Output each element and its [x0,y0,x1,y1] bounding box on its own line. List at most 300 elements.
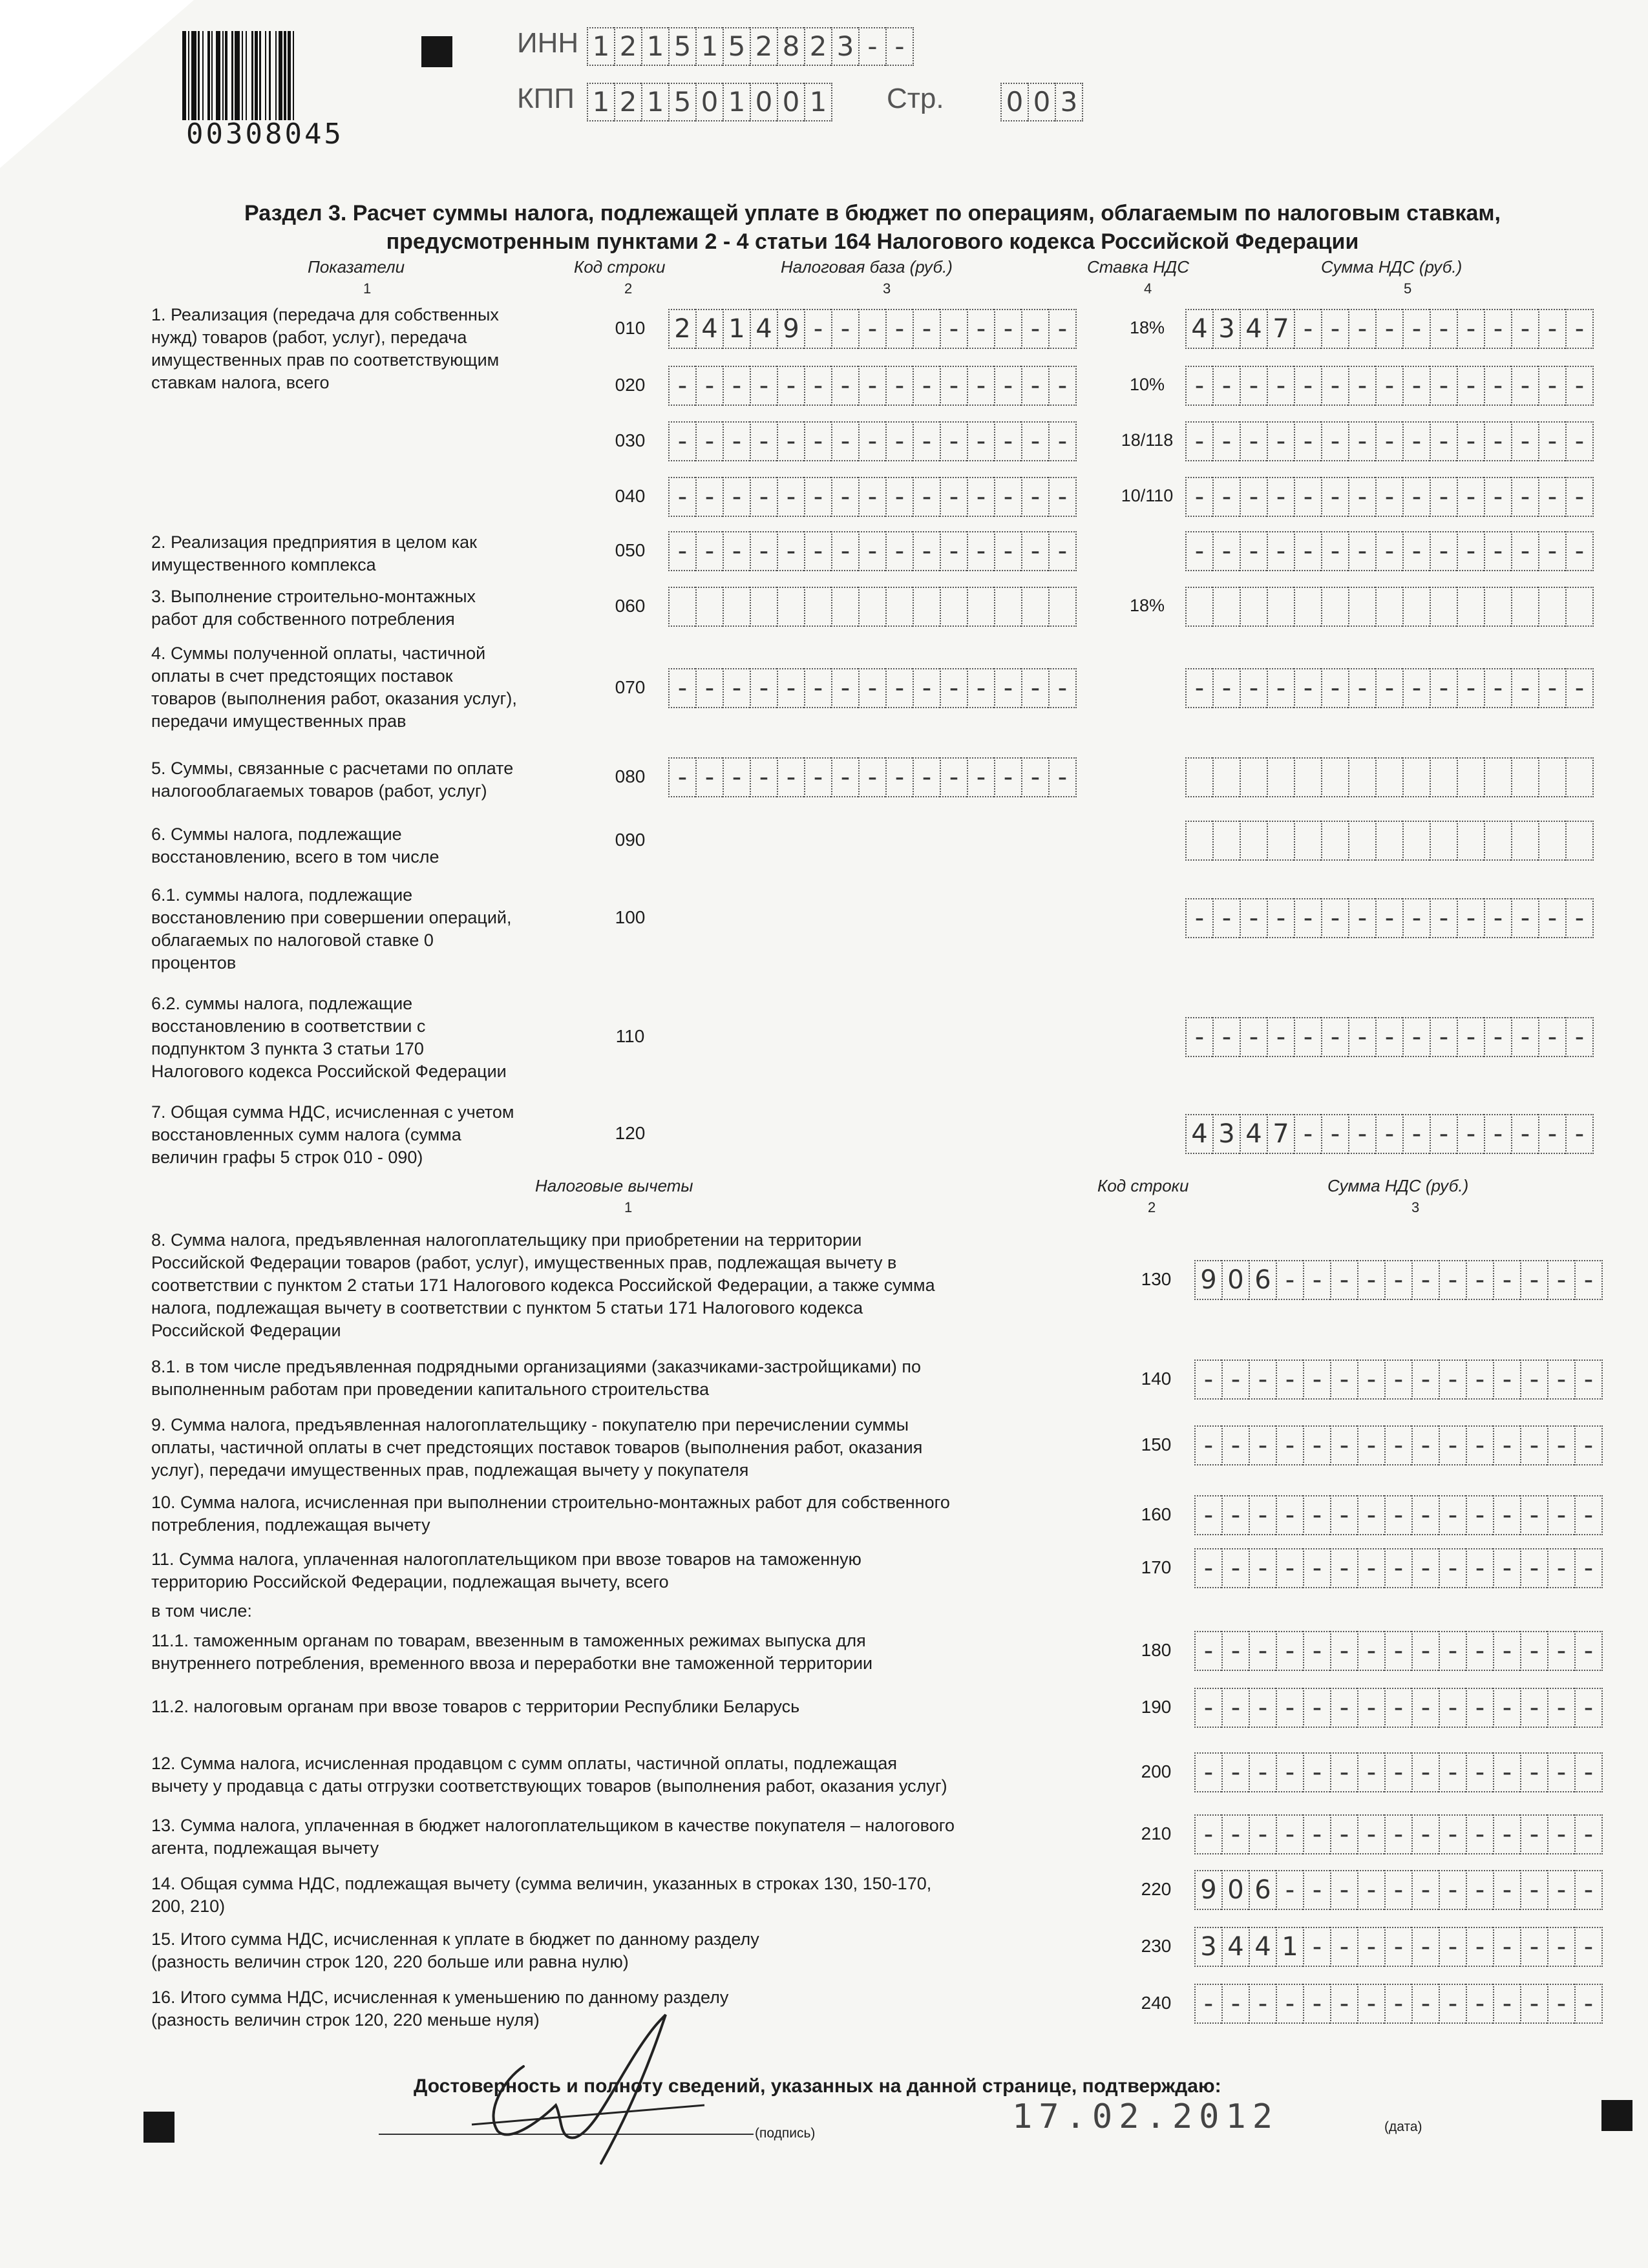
line-code: 050 [615,540,646,560]
deduction-amount-field-cell: - [1357,1260,1384,1300]
vat-amount-field [1185,757,1594,797]
tax-base-field [668,587,1077,627]
label-line-220: 14. Общая сумма НДС, подлежащая вычету (сумма величин, указанных в строках 130, 150-170, 200, 210) [151,1874,932,1916]
vat-amount-field-cell: - [1321,898,1348,938]
deduction-amount-field-cell: - [1303,1814,1330,1854]
label-line-140: 8.1. в том числе предъявленная подрядными организациями (заказчиками-застройщиками) по выполненным работам при проведении капитального строительства [151,1357,922,1399]
deduction-amount-field-cell: - [1276,1495,1303,1535]
label-line-110: 6.2. суммы налога, подлежащие восстановлению в соответствии с подпунктом 3 пункта 3 статьи 170 Налогового кодекса Российской Федерации [151,994,507,1081]
tax-base-field-cell: - [967,531,994,571]
tax-base-field-cell: - [858,757,885,797]
vat-amount-field-cell: - [1267,366,1294,406]
vat-amount-field-cell: 7 [1267,1114,1294,1154]
vat-amount-field-cell [1267,821,1294,861]
vat-amount-field-cell: - [1267,531,1294,571]
vat-amount-field [1185,1017,1594,1057]
vat-amount-field-cell: - [1240,366,1267,406]
line-code: 080 [615,766,646,786]
deduction-amount-field-cell: - [1520,1631,1547,1671]
inn-cell: 5 [668,27,695,66]
tax-base-field-cell: - [668,668,695,708]
vat-amount-field-cell: - [1294,531,1321,571]
vat-amount-field-cell [1430,821,1457,861]
deduction-amount-field-cell: - [1411,1688,1439,1728]
deduction-amount-field [1194,1752,1603,1792]
deduction-amount-field-cell: - [1493,1360,1520,1400]
tax-base-field-cell: - [913,757,940,797]
deduction-amount-field-cell: - [1466,1688,1493,1728]
deduction-amount-field-cell: - [1466,1425,1493,1465]
vat-amount-field-cell: - [1212,898,1240,938]
vat-amount-field-cell: - [1430,531,1457,571]
vat-rate: 18/118 [1121,430,1174,450]
vat-amount-field-cell [1402,587,1430,627]
tax-base-field [668,309,1077,349]
deduction-amount-field-cell: - [1330,1495,1357,1535]
deduction-amount-field-cell: - [1547,1927,1574,1967]
deduction-amount-field-cell: - [1357,1360,1384,1400]
vat-amount-field-cell: - [1430,366,1457,406]
tax-base-field-cell: - [913,531,940,571]
deduction-amount-field-cell: - [1547,1260,1574,1300]
col-code2-number: 2 [1148,1199,1156,1215]
line-code: 240 [1141,1993,1172,2013]
tax-base-field-cell: - [831,309,858,349]
vat-amount-field-cell [1511,821,1538,861]
deduction-amount-field-cell: - [1411,1927,1439,1967]
vat-amount-field-cell: - [1375,898,1402,938]
deduction-amount-field-cell: - [1520,1984,1547,2024]
deduction-amount-field-cell: - [1439,1870,1466,1910]
tax-base-field-cell: - [723,421,750,461]
tax-base-field-cell: - [695,366,723,406]
vat-amount-field-cell: 3 [1212,1114,1240,1154]
deduction-amount-field-cell: - [1411,1260,1439,1300]
vat-amount-field-cell [1212,757,1240,797]
vat-amount-field-cell: - [1538,1114,1565,1154]
deduction-amount-field-cell: 0 [1221,1260,1249,1300]
vat-amount-field-cell: 3 [1212,309,1240,349]
page-number-cell: 0 [1000,83,1028,121]
deduction-amount-field-cell: - [1411,1984,1439,2024]
tax-base-field [668,668,1077,708]
deduction-amount-field-cell: - [1221,1548,1249,1588]
tax-base-field-cell: - [831,757,858,797]
deduction-amount-field-cell: - [1493,1548,1520,1588]
inn-cell: 2 [750,27,777,66]
tax-base-field-cell [668,587,695,627]
deduction-amount-field-cell: - [1330,1548,1357,1588]
deduction-amount-field-cell: - [1547,1631,1574,1671]
vat-amount-field-cell: - [1375,531,1402,571]
line-code: 210 [1141,1823,1172,1843]
deduction-amount-field-cell: - [1330,1927,1357,1967]
deduction-amount-field-cell: - [1330,1688,1357,1728]
label-line-070: 4. Суммы полученной оплаты, частичной оплаты в счет предстоящих поставок товаров (выполнения работ, оказания услуг), передачи имущественных прав [151,644,517,731]
vat-amount-field-cell [1511,757,1538,797]
line-code: 070 [615,677,646,697]
vat-amount-field-cell: - [1565,898,1594,938]
vat-amount-field-cell: - [1294,1114,1321,1154]
deduction-amount-field-cell: - [1520,1548,1547,1588]
vat-amount-field [1185,421,1594,461]
vat-amount-field-cell: - [1375,668,1402,708]
line-code: 100 [615,907,646,927]
tax-base-field-cell: - [777,477,804,517]
deduction-amount-field-cell: - [1303,1425,1330,1465]
vat-amount-field-cell: - [1402,421,1430,461]
tax-base-field-cell: - [750,477,777,517]
deduction-amount-field-cell: - [1547,1548,1574,1588]
vat-amount-field-cell: - [1402,898,1430,938]
vat-amount-field-cell: - [1375,309,1402,349]
line-code: 060 [615,596,646,616]
deduction-amount-field-cell: - [1303,1360,1330,1400]
deduction-amount-field-cell: - [1330,1631,1357,1671]
deduction-amount-field-cell: - [1194,1752,1221,1792]
tax-base-field-cell: - [913,668,940,708]
vat-rate: 10/110 [1121,486,1174,505]
tax-base-field-cell: - [940,477,967,517]
deduction-amount-field-cell: - [1520,1752,1547,1792]
deduction-amount-field-cell: - [1520,1495,1547,1535]
vat-amount-field-cell [1538,587,1565,627]
vat-amount-field-cell: - [1267,1017,1294,1057]
tax-base-field-cell: - [1021,309,1048,349]
tax-base-field-cell: - [885,309,913,349]
barcode [182,31,402,151]
deduction-amount-field-cell: - [1249,1360,1276,1400]
deduction-amount-field-cell: - [1466,1870,1493,1910]
vat-amount-field-cell [1185,757,1212,797]
vat-amount-field-cell: - [1484,668,1511,708]
vat-amount-field-cell: - [1538,309,1565,349]
vat-amount-field-cell: - [1185,366,1212,406]
tax-base-field-cell: - [940,366,967,406]
vat-amount-field [1185,1114,1594,1154]
tax-base-field-cell: - [1048,309,1077,349]
inn-cell: 1 [641,27,668,66]
vat-amount-field-cell: - [1185,531,1212,571]
tax-base-field-cell: - [804,531,831,571]
vat-amount-field-cell: - [1565,1114,1594,1154]
tax-base-field-cell: - [750,757,777,797]
tax-base-field-cell: - [858,668,885,708]
vat-amount-field-cell: - [1538,366,1565,406]
deduction-amount-field-cell: - [1547,1814,1574,1854]
vat-amount-field-cell: - [1538,898,1565,938]
deduction-amount-field-cell: - [1384,1927,1411,1967]
vat-amount-field-cell [1430,757,1457,797]
deduction-amount-field-cell: - [1493,1984,1520,2024]
tax-base-field-cell: - [967,366,994,406]
deduction-amount-field-cell: - [1357,1425,1384,1465]
vat-amount-field-cell: - [1294,477,1321,517]
vat-amount-field-cell: - [1294,898,1321,938]
kpp-field [587,83,832,121]
inn-cell: 2 [804,27,831,66]
vat-amount-field-cell: - [1430,668,1457,708]
tax-base-field-cell [885,587,913,627]
vat-amount-field-cell: - [1511,309,1538,349]
deduction-amount-field-cell: - [1466,1984,1493,2024]
vat-amount-field-cell: - [1484,421,1511,461]
vat-amount-field-cell: - [1348,421,1375,461]
tax-base-field-cell: - [913,421,940,461]
vat-amount-field-cell: - [1565,1017,1594,1057]
vat-amount-field-cell: - [1457,1017,1484,1057]
line-code: 190 [1141,1697,1172,1717]
deduction-amount-field-cell: - [1574,1870,1603,1910]
vat-amount-field-cell: - [1348,898,1375,938]
deduction-amount-field-cell: - [1547,1752,1574,1792]
deduction-amount-field-cell: - [1411,1631,1439,1671]
deduction-amount-field-cell: - [1357,1752,1384,1792]
vat-amount-field [1185,309,1594,349]
label-line-090: 6. Суммы налога, подлежащие восстановлению, всего в том числе [151,824,439,866]
section-title-line1: Раздел 3. Расчет суммы налога, подлежащей уплате в бюджет по операциям, облагаемым по налоговым ставкам, [244,201,1501,226]
deduction-amount-field-cell: - [1330,1260,1357,1300]
deduction-amount-field-cell: - [1384,1870,1411,1910]
deduction-amount-field-cell: - [1357,1688,1384,1728]
vat-amount-field-cell: - [1484,309,1511,349]
inn-cell: 3 [831,27,858,66]
vat-amount-field-cell: - [1375,1017,1402,1057]
deduction-amount-field-cell: - [1221,1495,1249,1535]
vat-amount-field-cell: - [1321,668,1348,708]
deduction-amount-field-cell: - [1466,1495,1493,1535]
deduction-amount-field-cell: - [1493,1425,1520,1465]
signature-caption: (подпись) [755,2126,816,2141]
vat-amount-field-cell: - [1457,1114,1484,1154]
page-number-cell: 0 [1028,83,1055,121]
deduction-amount-field-cell: - [1493,1688,1520,1728]
deduction-amount-field-cell: - [1249,1752,1276,1792]
vat-amount-field-cell [1538,821,1565,861]
col-vat-number: 5 [1404,280,1412,297]
tax-base-field-cell: - [831,421,858,461]
tax-base-field-cell: - [858,477,885,517]
deduction-amount-field [1194,1425,1603,1465]
vat-amount-field-cell: - [1402,477,1430,517]
vat-amount-field-cell: 4 [1240,1114,1267,1154]
vat-amount-field-cell: - [1511,531,1538,571]
inn-cell: - [858,27,885,66]
deduction-amount-field [1194,1870,1603,1910]
vat-amount-field-cell: - [1402,1114,1430,1154]
vat-amount-field-cell [1212,821,1240,861]
vat-amount-field-cell: - [1457,366,1484,406]
vat-amount-field-cell [1565,821,1594,861]
vat-amount-field-cell: - [1375,477,1402,517]
vat-rate: 10% [1129,375,1165,394]
deduction-amount-field-cell: 9 [1194,1260,1221,1300]
vat-amount-field-cell: - [1348,1017,1375,1057]
deduction-amount-field-cell: 0 [1221,1870,1249,1910]
vat-amount-field-cell [1457,757,1484,797]
date-caption: (дата) [1384,2119,1422,2134]
tax-base-field-cell: - [804,421,831,461]
deduction-amount-field-cell: - [1276,1425,1303,1465]
tax-base-field-cell: - [940,309,967,349]
vat-amount-field-cell: - [1321,1114,1348,1154]
vat-amount-field-cell: - [1430,421,1457,461]
deduction-amount-field-cell: - [1357,1631,1384,1671]
deduction-amount-field-cell: - [1276,1548,1303,1588]
vat-amount-field-cell: - [1457,898,1484,938]
tax-base-field-cell [858,587,885,627]
deduction-amount-field-cell: - [1574,1688,1603,1728]
vat-amount-field-cell: - [1348,531,1375,571]
deduction-amount-field-cell: - [1520,1425,1547,1465]
deduction-amount-field-cell: - [1520,1260,1547,1300]
tax-base-field-cell: - [804,477,831,517]
tax-base-field-cell: - [750,421,777,461]
deduction-amount-field-cell: - [1276,1984,1303,2024]
deduction-amount-field-cell: - [1466,1752,1493,1792]
vat-amount-field-cell: - [1267,668,1294,708]
kpp-cell: 0 [750,83,777,121]
tax-base-field-cell: - [695,757,723,797]
line-code: 230 [1141,1936,1172,1956]
tax-base-field-cell: - [723,668,750,708]
barcode-bar [216,31,220,128]
kpp-cell: 0 [695,83,723,121]
tax-base-field-cell: - [994,757,1021,797]
label-line-080: 5. Суммы, связанные с расчетами по оплате налогооблагаемых товаров (работ, услуг) [151,759,514,801]
deduction-amount-field-cell: - [1249,1688,1276,1728]
deduction-amount-field-cell: - [1493,1927,1520,1967]
vat-amount-field-cell [1321,821,1348,861]
vat-amount-field-cell: 4 [1240,309,1267,349]
tax-base-field-cell: - [723,757,750,797]
deduction-amount-field-cell: - [1249,1495,1276,1535]
tax-base-field-cell: - [1021,668,1048,708]
deduction-amount-field-cell: - [1439,1260,1466,1300]
tax-base-field-cell: - [750,668,777,708]
deduction-amount-field-cell: - [1276,1814,1303,1854]
tax-base-field-cell: - [695,421,723,461]
vat-amount-field-cell: - [1511,1017,1538,1057]
deduction-amount-field-cell: - [1221,1814,1249,1854]
vat-amount-field-cell: 7 [1267,309,1294,349]
kpp-label: КПП [517,83,575,114]
line-code: 180 [1141,1640,1172,1660]
tax-base-field-cell: - [777,366,804,406]
kpp-cell: 1 [641,83,668,121]
vat-amount-field-cell: - [1565,309,1594,349]
tax-base-field-cell: - [858,421,885,461]
col-deductions-number: 1 [624,1199,633,1215]
vat-amount-field-cell [1267,757,1294,797]
deduction-amount-field-cell: - [1547,1360,1574,1400]
tax-base-field-cell [1021,587,1048,627]
label-line-240: 16. Итого сумма НДС, исчисленная к уменьшению по данному разделу (разность величин строк 120, 220 меньше нуля) [151,1988,729,2030]
page-label: Стр. [887,83,944,114]
deduction-amount-field-cell: - [1574,1984,1603,2024]
vat-amount-field-cell: - [1457,668,1484,708]
vat-amount-field-cell: - [1538,477,1565,517]
deduction-amount-field-cell: - [1411,1548,1439,1588]
vat-amount-field-cell [1484,587,1511,627]
deduction-amount-field-cell: - [1574,1548,1603,1588]
label-line-010: 1. Реализация (передача для собственных нужд) товаров (работ, услуг), передача имущественных прав по соответствующим ставкам налога, всего [151,305,500,392]
col-rate-header: Ставка НДС [1087,257,1189,277]
deduction-amount-field-cell: - [1466,1814,1493,1854]
deduction-amount-field-cell: - [1439,1688,1466,1728]
col-code2-header: Код строки [1097,1176,1189,1195]
deduction-amount-field-cell: - [1194,1688,1221,1728]
tax-base-field [668,531,1077,571]
registration-marker-bottom-right [1601,2100,1632,2131]
vat-amount-field-cell: - [1212,421,1240,461]
tax-base-field-cell: - [885,668,913,708]
tax-base-field-cell: - [1048,668,1077,708]
tax-base-field [668,477,1077,517]
vat-amount-field-cell: - [1348,366,1375,406]
vat-amount-field-cell: - [1484,531,1511,571]
tax-base-field-cell: 2 [668,309,695,349]
tax-base-field-cell: - [668,757,695,797]
tax-base-field-cell: - [804,668,831,708]
tax-base-field-cell: - [1048,757,1077,797]
tax-base-field-cell: - [913,309,940,349]
vat-amount-field-cell [1240,587,1267,627]
deduction-amount-field-cell: - [1276,1260,1303,1300]
deduction-amount-field-cell: - [1303,1495,1330,1535]
deduction-amount-field [1194,1260,1603,1300]
vat-amount-field [1185,531,1594,571]
deduction-amount-field-cell: - [1439,1495,1466,1535]
deduction-amount-field-cell: - [1520,1360,1547,1400]
tax-base-field-cell: - [804,757,831,797]
label-line-170: 11. Сумма налога, уплаченная налогоплательщиком при ввозе товаров на таможенную территорию Российской Федерации, подлежащая вычету, всего [151,1549,861,1591]
barcode-number: 00308045 [182,120,348,149]
line-code: 040 [615,486,646,506]
line-code: 030 [615,430,646,450]
deduction-amount-field-cell: - [1439,1814,1466,1854]
deduction-amount-field-cell: - [1520,1870,1547,1910]
kpp-cell: 2 [614,83,641,121]
deduction-amount-field-cell: - [1249,1548,1276,1588]
vat-amount-field-cell: - [1267,898,1294,938]
tax-base-field-cell: 4 [695,309,723,349]
vat-amount-field-cell: 4 [1185,309,1212,349]
tax-base-field-cell [940,587,967,627]
tax-base-field-cell: - [723,531,750,571]
vat-amount-field-cell [1185,587,1212,627]
vat-amount-field-cell: - [1348,1114,1375,1154]
tax-base-field-cell: - [1021,757,1048,797]
tax-base-field-cell: - [831,531,858,571]
tax-base-field-cell [994,587,1021,627]
vat-amount-field-cell [1430,587,1457,627]
deduction-amount-field-cell: 1 [1276,1927,1303,1967]
vat-amount-field-cell: - [1348,477,1375,517]
tax-base-field-cell: - [858,531,885,571]
deduction-amount-field-cell: - [1357,1927,1384,1967]
col-base-number: 3 [883,280,891,297]
vat-amount-field-cell [1457,821,1484,861]
vat-amount-field-cell [1538,757,1565,797]
deduction-amount-field-cell: - [1466,1360,1493,1400]
line-code: 090 [615,830,646,850]
col-rate-number: 4 [1144,280,1152,297]
deduction-amount-field-cell: - [1276,1752,1303,1792]
vat-amount-field-cell [1294,821,1321,861]
tax-base-field-cell: 9 [777,309,804,349]
vat-amount-field-cell [1375,757,1402,797]
